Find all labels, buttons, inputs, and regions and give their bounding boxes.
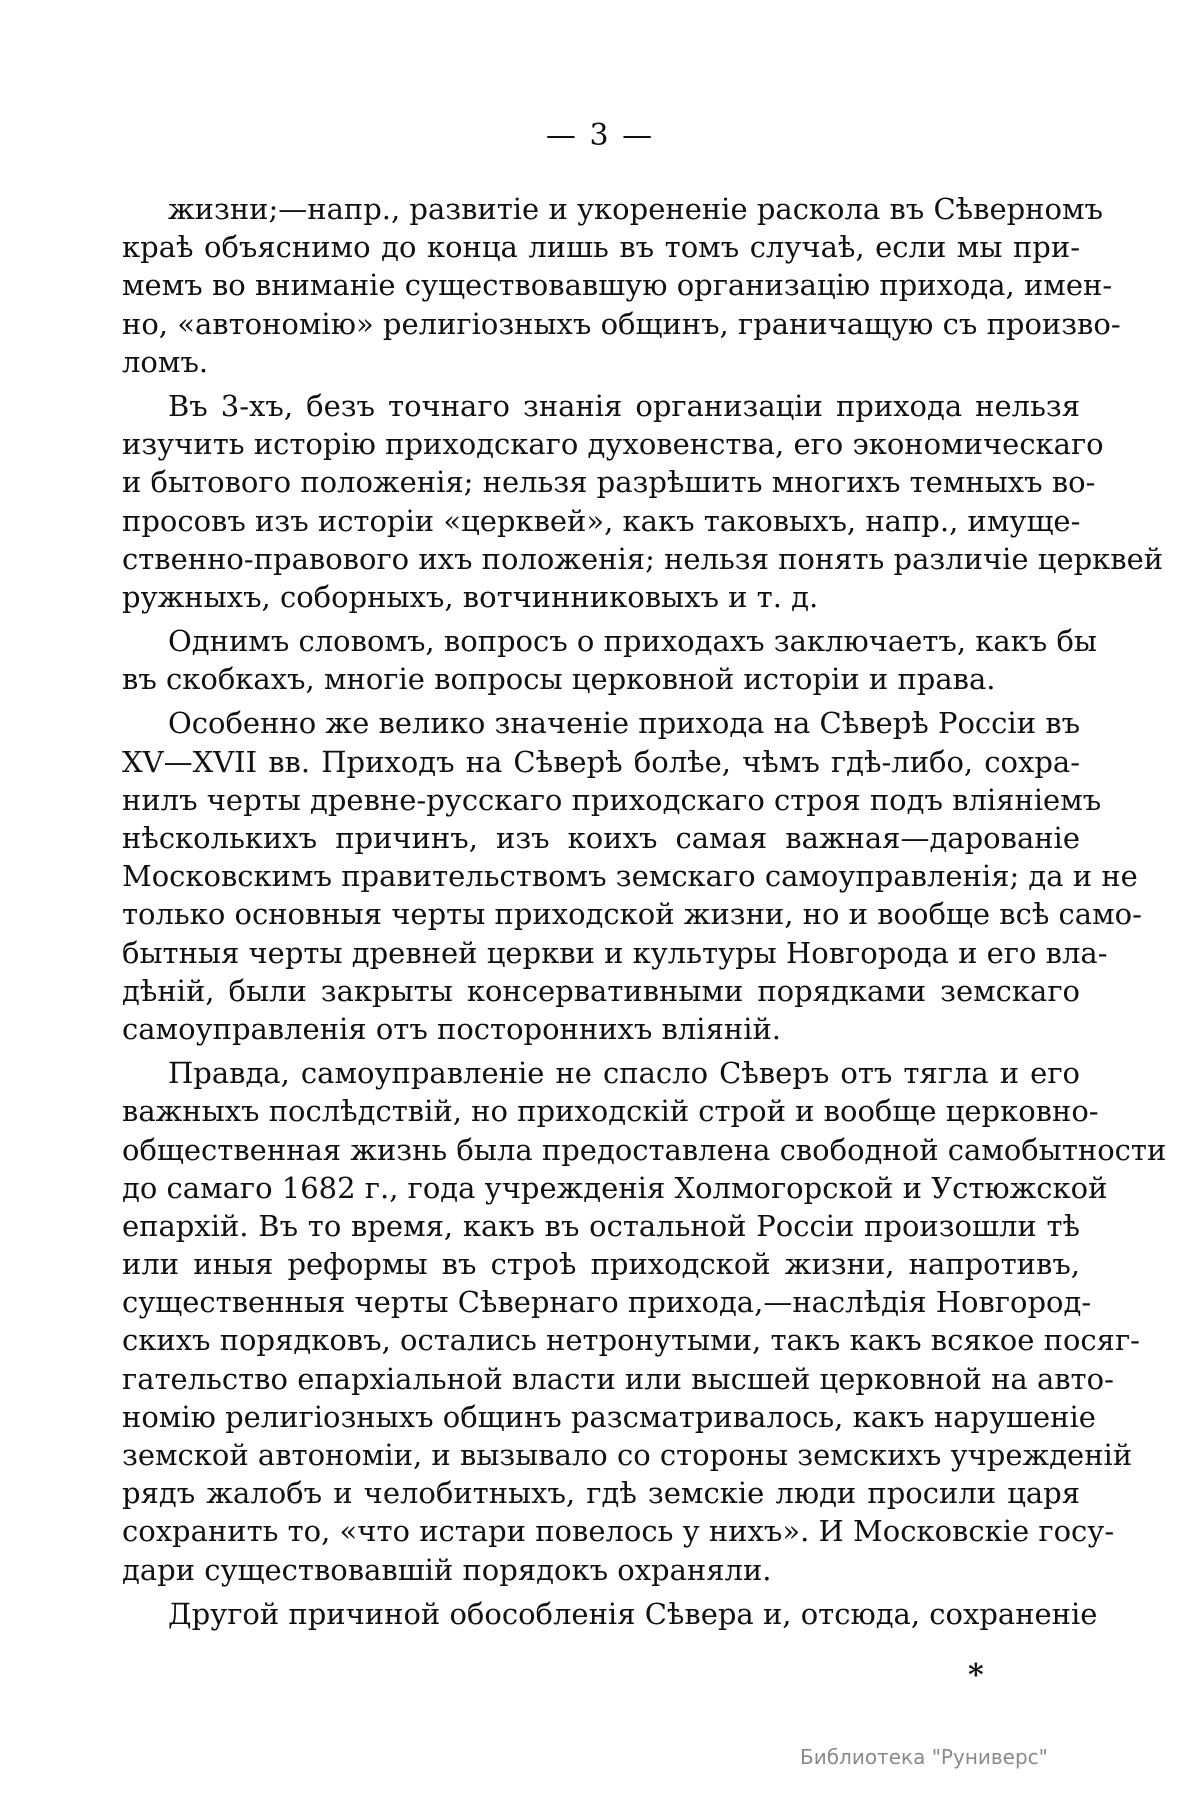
paragraph — [122, 1054, 1167, 1589]
text-line: епархій. Въ то время, какъ въ остальной Россіи произошли тѣ — [122, 1208, 1080, 1243]
text-line: и бытового положенія; нельзя разрѣшить многихъ темныхъ во- — [122, 465, 1096, 500]
text-line: жизни;—напр., развитіе и укорененіе раскола въ Сѣверномъ — [168, 192, 1103, 226]
paragraph — [122, 1595, 1098, 1633]
text-line: бытныя черты древней церкви и культуры Новгорода и его вла- — [122, 935, 1108, 970]
text-line: но, «автономію» религіозныхъ общинъ, граничащую съ произво- — [122, 306, 1121, 341]
text-line: самоуправленія отъ постороннихъ вліяній. — [122, 1011, 782, 1046]
text-line: гательство епархіальной власти или высшей церковной на авто- — [122, 1361, 1114, 1396]
text-line: нилъ черты древне-русскаго приходскаго строя подъ вліяніемъ — [122, 782, 1102, 817]
text-line: краѣ объяснимо до конца лишь въ томъ случаѣ, если мы при- — [122, 230, 1080, 265]
text-line: Правда, самоуправленіе не спасло Сѣверъ отъ тягла и его — [168, 1056, 1080, 1091]
text-line: сохранить то, «что истари повелось у нихъ». И Московскіе госу- — [122, 1514, 1115, 1549]
paragraph — [122, 190, 1121, 381]
text-line: только основныя черты приходской жизни, но и вообще всѣ само- — [122, 897, 1142, 932]
text-line: Другой причиной обособленія Сѣвера и, отсюда, сохраненіе — [168, 1596, 1098, 1631]
text-line: ломъ. — [122, 344, 209, 379]
text-line: въ скобкахъ, многіе вопросы церковной исторіи и права. — [122, 662, 996, 697]
text-line: Въ 3-хъ, безъ точнаго знанія организаціи прихода нельзя — [168, 388, 1080, 423]
text-line: существенныя черты Сѣвернаго прихода,—наслѣдія Новгород- — [122, 1285, 1092, 1320]
text-line: ружныхъ, соборныхъ, вотчинниковыхъ и т. д. — [122, 579, 819, 614]
text-line: общественная жизнь была предоставлена свободной самобытности — [122, 1132, 1167, 1167]
text-line: мемъ во вниманіе существовавшую организацію прихода, имен- — [122, 268, 1113, 303]
page-number: — 3 — — [545, 118, 655, 153]
text-line: Однимъ словомъ, вопросъ о приходахъ заключаетъ, какъ бы — [168, 624, 1098, 659]
paragraph — [122, 387, 1164, 616]
text-line: рядъ жалобъ и челобитныхъ, гдѣ земскіе люди просили царя — [122, 1476, 1080, 1511]
library-watermark: Библиотека "Руниверс" — [800, 1745, 1048, 1769]
text-line: земской автономіи, и вызывало со стороны земскихъ учрежденій — [122, 1438, 1133, 1472]
text-line: XV—XVII вв. Приходъ на Сѣверѣ болѣе, чѣмъ гдѣ-либо, сохра- — [122, 744, 1080, 779]
text-line: или иныя реформы въ строѣ приходской жизни, напротивъ, — [122, 1247, 1080, 1282]
paragraph — [122, 622, 1098, 698]
text-line: дари существовавшій порядокъ охраняли. — [122, 1552, 772, 1587]
paragraph — [122, 704, 1142, 1048]
text-line: скихъ порядковъ, остались нетронутыми, такъ какъ всякое посяг- — [122, 1323, 1140, 1358]
text-line: нѣсколькихъ причинъ, изъ коихъ самая важная—дарованіе — [122, 821, 1080, 855]
text-line: дѣній, были закрыты консервативными порядками земскаго — [122, 973, 1080, 1008]
text-line: ственно-правового ихъ положенія; нельзя понять различіе церквей — [122, 541, 1164, 576]
text-line: изучить исторію приходскаго духовенства, его экономическаго — [122, 427, 1104, 462]
body-text — [122, 190, 1167, 1639]
text-line: Московскимъ правительствомъ земскаго самоуправленія; да и не — [122, 859, 1138, 894]
text-line: Особенно же велико значеніе прихода на Сѣверѣ Россіи въ — [168, 706, 1081, 741]
text-line: номію религіозныхъ общинъ разсматривалось, какъ нарушеніе — [122, 1399, 1096, 1434]
text-line: просовъ изъ исторіи «церквей», какъ таковыхъ, напр., имуще- — [122, 503, 1081, 538]
text-line: до самаго 1682 г., года учрежденія Холмогорской и Устюжской — [122, 1170, 1108, 1205]
text-line: важныхъ послѣдствій, но приходскій строй и вообще церковно- — [122, 1094, 1099, 1129]
signature-mark: * — [968, 1658, 984, 1693]
